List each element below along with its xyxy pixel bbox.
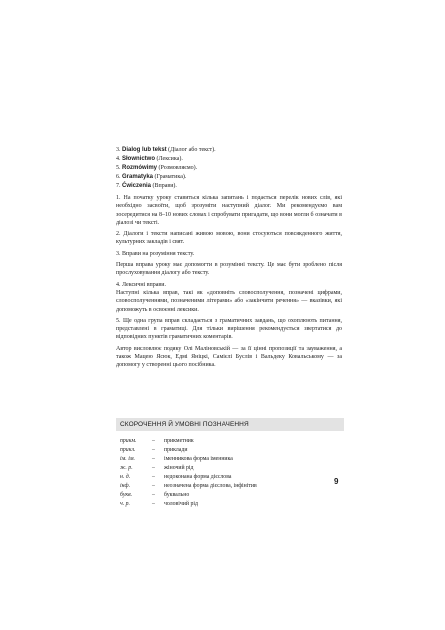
page-number: 9 <box>334 477 339 486</box>
abbreviations-list <box>120 437 320 509</box>
abbreviations-heading: СКОРОЧЕННЯ Й УМОВНІ ПОЗНАЧЕННЯ <box>116 418 344 431</box>
paragraph: 1. На початку уроку ставиться кілька запитань і подається перелік нових слів, які необхідно засвоїти, щоб зрозуміти наступний діалог. Ми рекомендуємо вам зосередитися на 8–10 нових словах і спробувати пригадати, що вони могли б означати в діалозі чи тексті. <box>116 195 342 226</box>
paragraph: 3. Вправи на розуміння тексту. <box>116 250 195 257</box>
paragraph: 2. Діалоги і тексти написані живою мовою, вони стосуються повсякденного життя, культурних закладів і свят. <box>116 231 342 246</box>
list-item: 3. Dialog lub tekst (Діалог або текст). <box>116 147 216 153</box>
abbreviation-row: букв. – буквально <box>120 492 190 498</box>
list-item: 6. Gramatyka (Граматика). <box>116 174 187 180</box>
content-column <box>116 146 342 370</box>
paragraph: 5. Ще одна група вправ складається з граматичних завдань, що охоплюють питання, представлені в граматиці. Для тільки вирішення рекомендується звертатися до відповідних пунктів граматичних коментарів. <box>116 317 342 341</box>
paragraph: Перша вправа уроку має допомогти в розумінні тексту. Це має бути зроблено після прослуховування діалогу або тексту. <box>116 262 342 277</box>
paragraph: 4. Лексичні вправи. <box>116 281 166 288</box>
abbreviation-row: ч. р. – чоловічий рід <box>120 501 198 507</box>
list-item: 4. Słownictwo (Лексика). <box>116 156 183 162</box>
abbreviation-row: прикм. – прикметник <box>120 438 194 444</box>
paragraph: Наступні кілька вправ, такі як «доповніть словосполучення, позначені цифрами, словосполученнями, позначеними літерами» або «закінчити речення» — вказівки, які допоможуть в освоєнні лексики. <box>116 289 342 313</box>
lesson-structure-list <box>116 146 342 191</box>
abbreviation-row: ж. р. – жіночий рід <box>120 465 194 471</box>
abbreviation-row: н. д. – недоконана форма дієслова <box>120 474 232 480</box>
abbreviation-row: прикл. – приклади <box>120 447 188 453</box>
list-item: 5. Rozmówimy (Розмовляємо). <box>116 165 198 171</box>
paragraph: Автор висловлює подяку Олі Маліновській — за її цінні пропозиції та зауваження, а також Мацею Ясюк, Едмі Яніцкі, Самієлі Буслів і Вальдеку Ковальському — за допомогу у створенні цього посібника. <box>116 345 342 369</box>
abbreviation-row: ім. ім. – іменникова форма іменника <box>120 456 233 462</box>
list-item: 7. Ćwiczenia (Вправи). <box>116 183 177 189</box>
abbreviation-row: інф. – неозначена форма дієслова, інфінітив <box>120 483 257 489</box>
